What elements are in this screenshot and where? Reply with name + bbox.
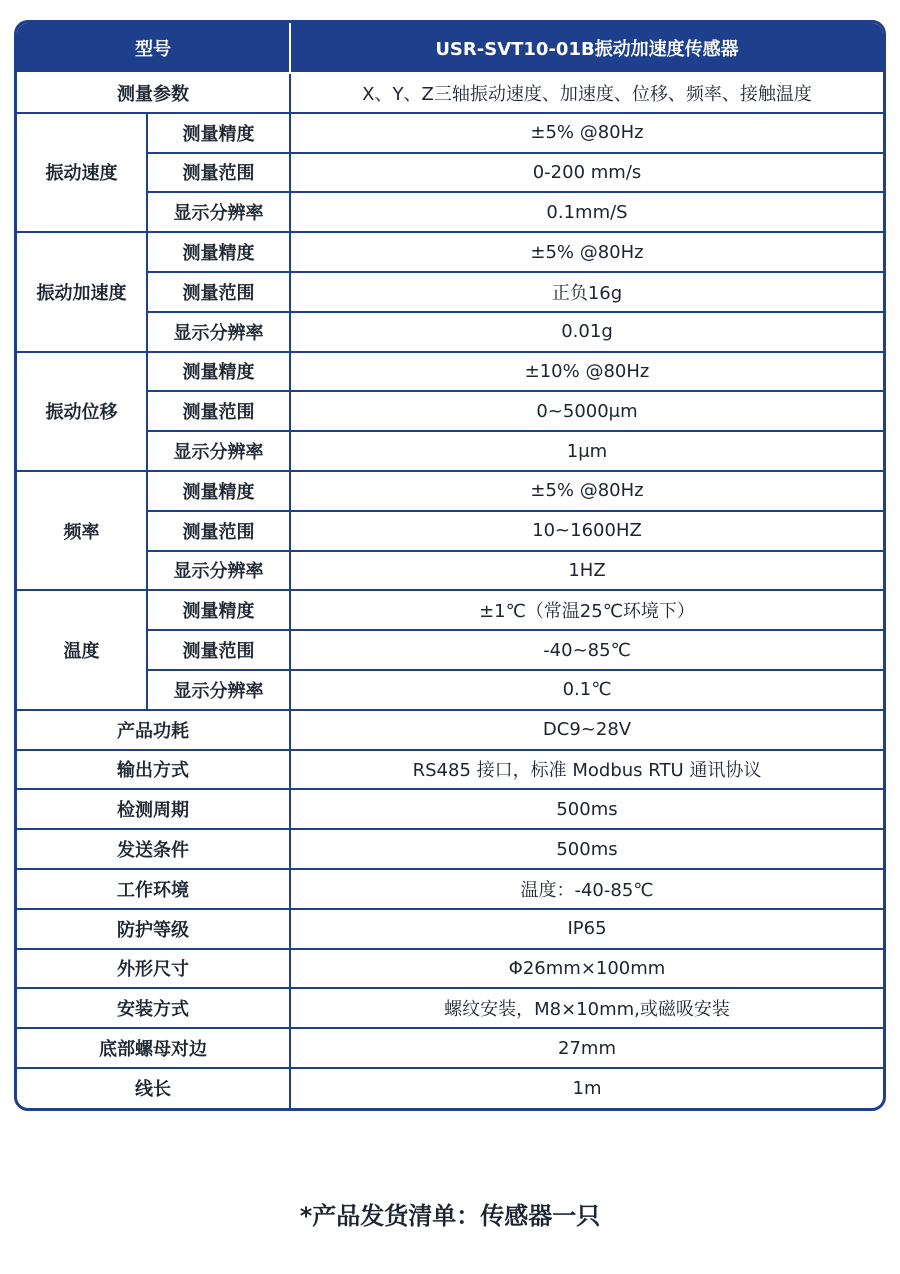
row-value: 0.01g xyxy=(290,312,883,352)
table-row xyxy=(17,630,883,670)
row-value: X、Y、Z三轴振动速度、加速度、位移、频率、接触温度 xyxy=(290,73,883,113)
table-row xyxy=(17,391,883,431)
table-row xyxy=(17,909,883,949)
row-label: 显示分辨率 xyxy=(147,551,290,591)
row-label: 测量范围 xyxy=(147,630,290,670)
row-label: 输出方式 xyxy=(17,750,290,790)
row-label: 显示分辨率 xyxy=(147,312,290,352)
row-label: 工作环境 xyxy=(17,869,290,909)
table-row xyxy=(17,551,883,591)
table-header-row xyxy=(17,23,883,73)
row-value: 500ms xyxy=(290,829,883,869)
table-row xyxy=(17,590,883,630)
row-label: 测量范围 xyxy=(147,153,290,193)
row-label: 显示分辨率 xyxy=(147,192,290,232)
row-label: 测量范围 xyxy=(147,511,290,551)
row-value: 500ms xyxy=(290,789,883,829)
header-value: USR-SVT10-01B振动加速度传感器 xyxy=(290,23,883,73)
row-value: 1μm xyxy=(290,431,883,471)
table-row xyxy=(17,511,883,551)
row-value: ±1℃（常温25℃环境下） xyxy=(290,590,883,630)
row-value: ±5% @80Hz xyxy=(290,113,883,153)
table-row xyxy=(17,1028,883,1068)
row-value: 10~1600HZ xyxy=(290,511,883,551)
row-value: 0~5000μm xyxy=(290,391,883,431)
row-label: 测量精度 xyxy=(147,113,290,153)
spec-table xyxy=(14,20,886,1111)
row-value: 温度：-40-85℃ xyxy=(290,869,883,909)
row-label: 测量范围 xyxy=(147,272,290,312)
table-row xyxy=(17,113,883,153)
row-label: 底部螺母对边 xyxy=(17,1028,290,1068)
group-label: 频率 xyxy=(17,471,147,590)
row-value: 1m xyxy=(290,1068,883,1108)
row-label: 测量精度 xyxy=(147,590,290,630)
table-row xyxy=(17,789,883,829)
row-value: 0.1mm/S xyxy=(290,192,883,232)
row-label: 发送条件 xyxy=(17,829,290,869)
row-label: 测量精度 xyxy=(147,232,290,272)
spec-table-grid xyxy=(17,23,883,1108)
row-value: DC9~28V xyxy=(290,710,883,750)
row-label: 测量精度 xyxy=(147,471,290,511)
row-label: 产品功耗 xyxy=(17,710,290,750)
row-value: 正负16g xyxy=(290,272,883,312)
header-label: 型号 xyxy=(17,23,290,73)
packing-list-note: *产品发货清单：传感器一只 xyxy=(299,1202,601,1230)
table-row xyxy=(17,670,883,710)
table-row xyxy=(17,710,883,750)
row-value: IP65 xyxy=(290,909,883,949)
table-row xyxy=(17,272,883,312)
table-row xyxy=(17,829,883,869)
row-label: 显示分辨率 xyxy=(147,431,290,471)
row-value: 0-200 mm/s xyxy=(290,153,883,193)
group-label: 振动加速度 xyxy=(17,232,147,351)
row-label: 安装方式 xyxy=(17,988,290,1028)
table-row xyxy=(17,471,883,511)
group-label: 振动速度 xyxy=(17,113,147,232)
row-label: 检测周期 xyxy=(17,789,290,829)
row-value: RS485 接口，标准 Modbus RTU 通讯协议 xyxy=(290,750,883,790)
table-row xyxy=(17,73,883,113)
table-row xyxy=(17,869,883,909)
group-label: 振动位移 xyxy=(17,352,147,471)
row-value: ±10% @80Hz xyxy=(290,352,883,392)
table-row xyxy=(17,750,883,790)
row-label: 防护等级 xyxy=(17,909,290,949)
table-row xyxy=(17,988,883,1028)
table-row xyxy=(17,153,883,193)
table-row xyxy=(17,1068,883,1108)
row-label: 外形尺寸 xyxy=(17,949,290,989)
row-label: 测量精度 xyxy=(147,352,290,392)
row-label: 显示分辨率 xyxy=(147,670,290,710)
row-value: 螺纹安装，M8×10mm,或磁吸安装 xyxy=(290,988,883,1028)
table-row xyxy=(17,312,883,352)
row-label: 线长 xyxy=(17,1068,290,1108)
row-value: -40~85℃ xyxy=(290,630,883,670)
row-value: 1HZ xyxy=(290,551,883,591)
row-value: 27mm xyxy=(290,1028,883,1068)
table-row xyxy=(17,949,883,989)
row-label: 测量范围 xyxy=(147,391,290,431)
row-label: 测量参数 xyxy=(17,73,290,113)
row-value: ±5% @80Hz xyxy=(290,471,883,511)
row-value: Φ26mm×100mm xyxy=(290,949,883,989)
table-row xyxy=(17,431,883,471)
group-label: 温度 xyxy=(17,590,147,709)
table-row xyxy=(17,232,883,272)
row-value: ±5% @80Hz xyxy=(290,232,883,272)
table-row xyxy=(17,352,883,392)
row-value: 0.1℃ xyxy=(290,670,883,710)
table-row xyxy=(17,192,883,232)
